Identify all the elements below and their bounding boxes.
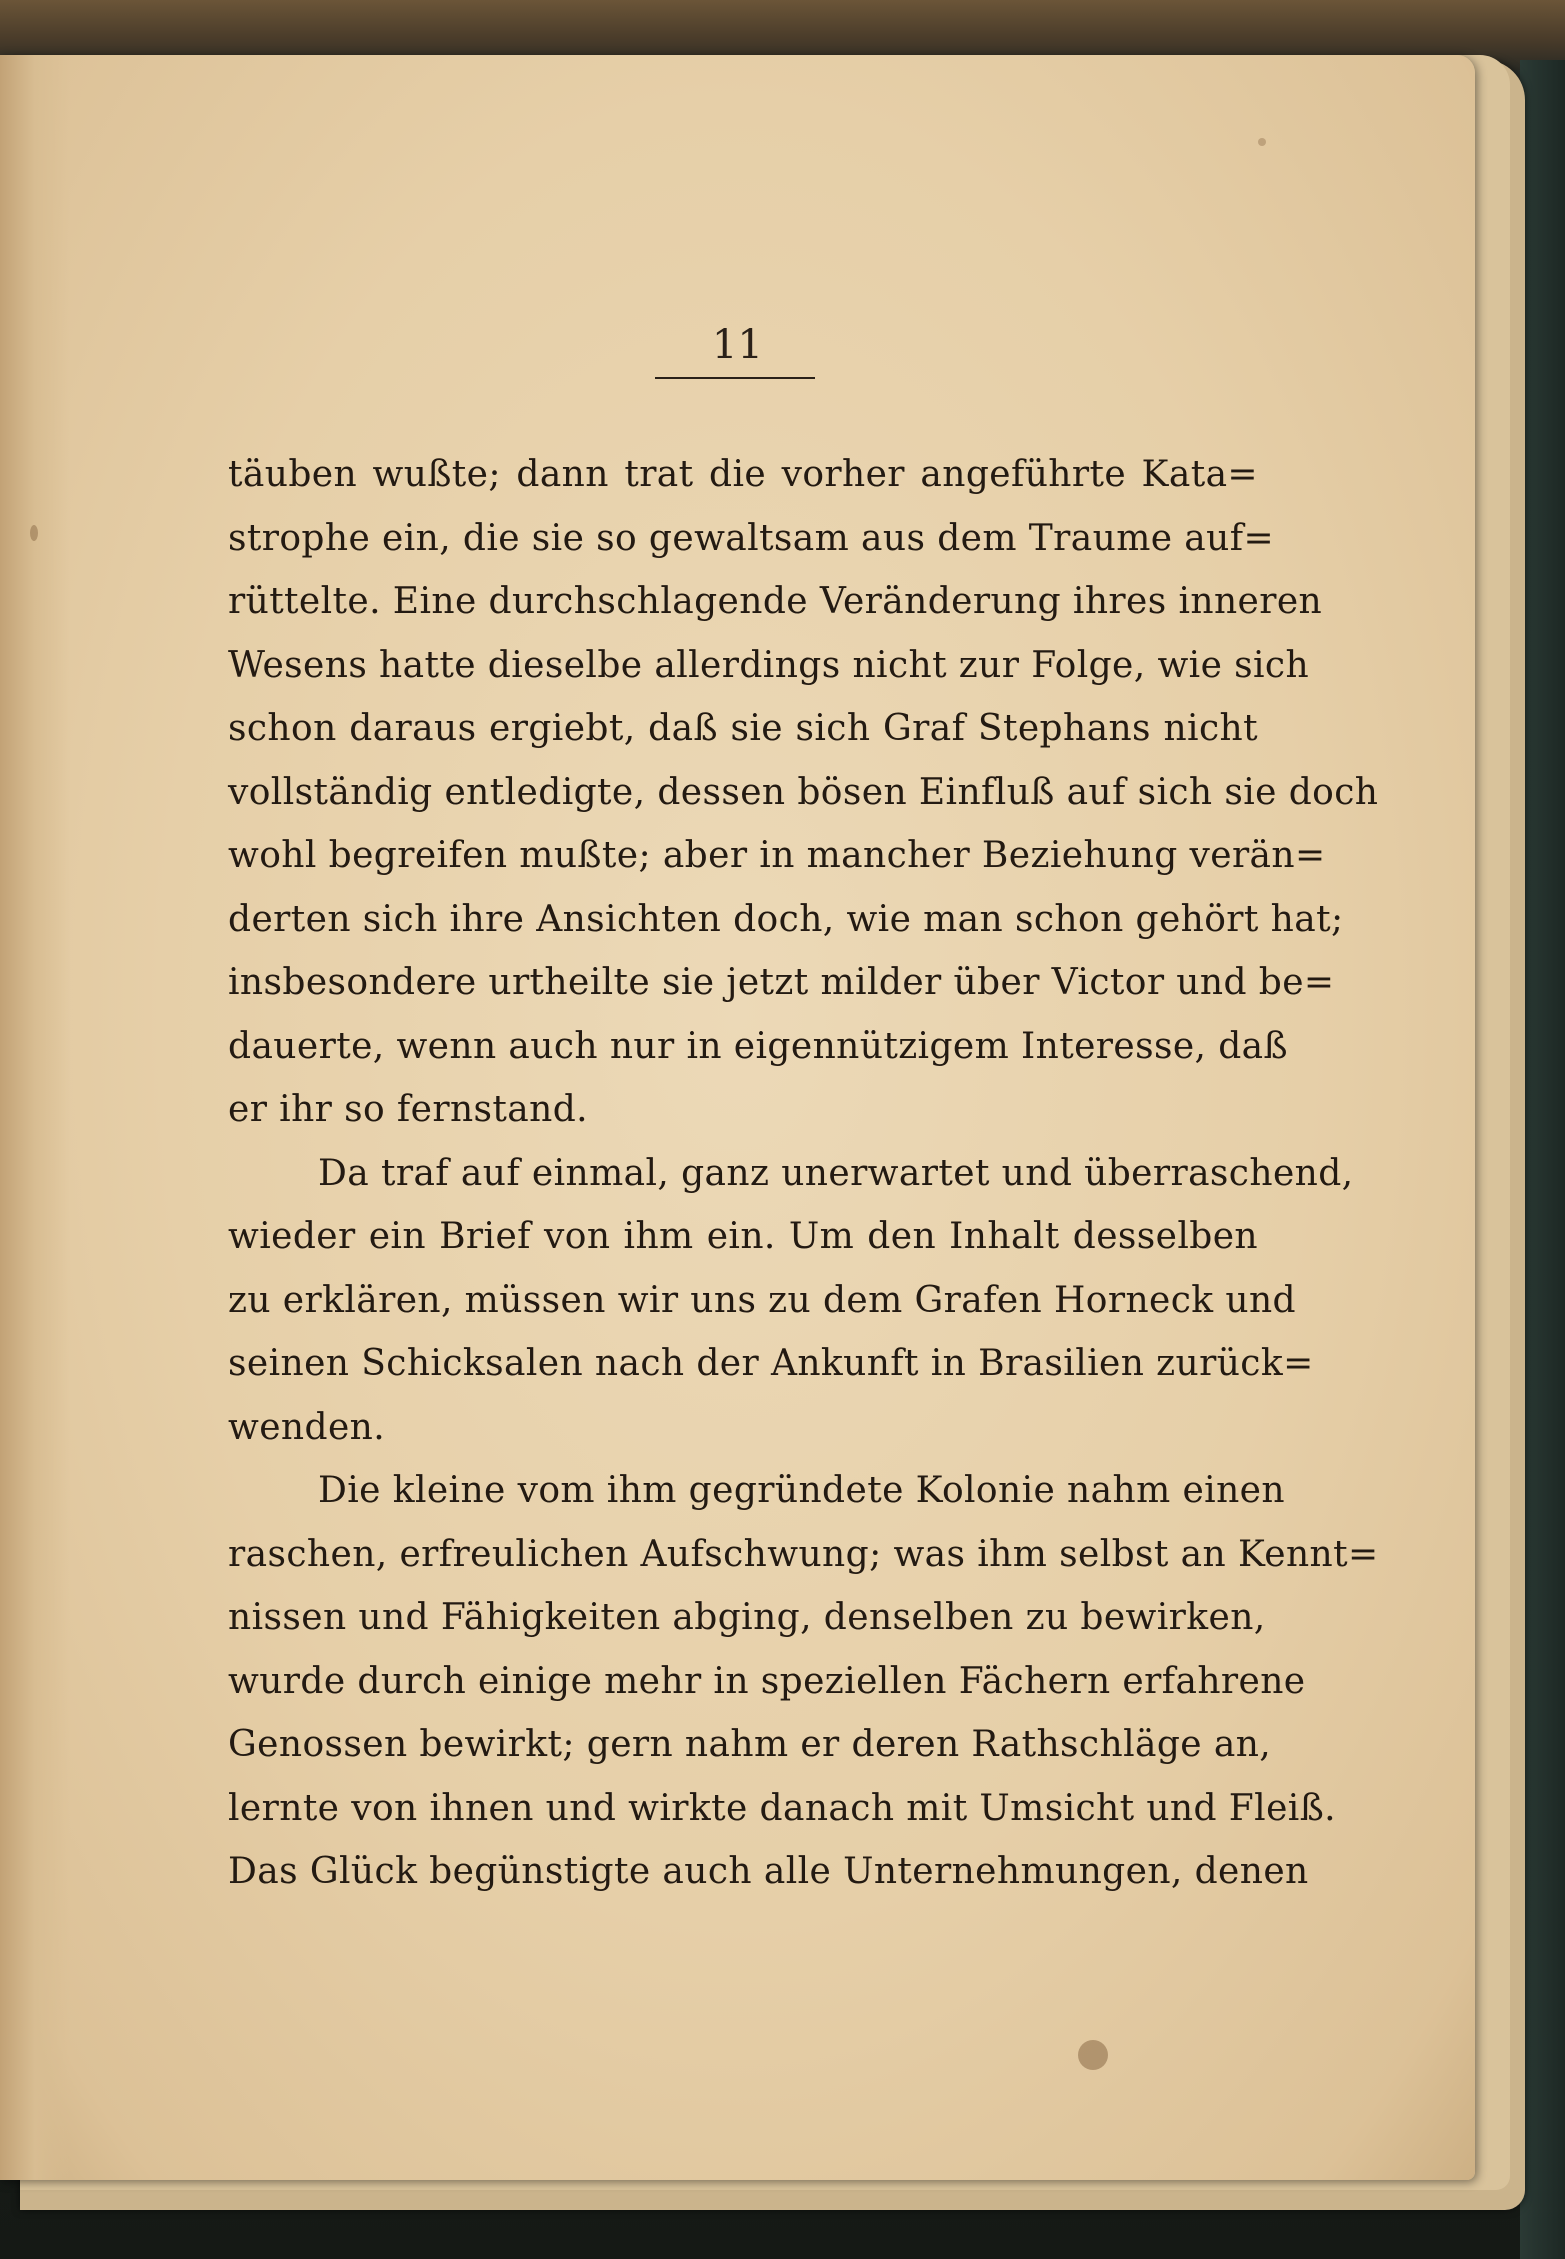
text-line: täuben wußte; dann trat die vorher angeführte Kata= <box>228 454 1258 495</box>
book-cover-edge <box>1520 60 1565 2259</box>
text-line: wenden. <box>228 1406 386 1448</box>
text-line: Die kleine vom ihm gegründete Kolonie nahm einen <box>318 1470 1285 1511</box>
foxing-stain <box>1258 138 1266 146</box>
text-line: vollständig entledigte, dessen bösen Einfluß auf sich sie doch <box>228 771 1379 813</box>
text-line: wurde durch einige mehr in speziellen Fächern erfahrene <box>228 1660 1306 1702</box>
text-line: Da traf auf einmal, ganz unerwartet und überraschend, <box>318 1152 1354 1194</box>
text-line: derten sich ihre Ansichten doch, wie man schon gehört hat; <box>228 898 1344 940</box>
text-line: raschen, erfreulichen Aufschwung; was ihm selbst an Kennt= <box>228 1533 1379 1575</box>
text-line: Genossen bewirkt; gern nahm er deren Rathschläge an, <box>228 1724 1272 1765</box>
text-line: schon daraus ergiebt, daß sie sich Graf Stephans nicht <box>228 708 1258 749</box>
page-number: 11 <box>712 322 763 368</box>
text-line: strophe ein, die sie so gewaltsam aus dem Traume auf= <box>228 517 1275 559</box>
foxing-stain <box>1078 2040 1108 2070</box>
paragraph <box>228 1142 1354 1460</box>
text-line: wieder ein Brief von ihm ein. Um den Inhalt desselben <box>228 1216 1258 1257</box>
text-line: zu erklären, müssen wir uns zu dem Grafen Horneck und <box>228 1279 1296 1321</box>
page-number-rule <box>655 377 815 379</box>
text-line: nissen und Fähigkeiten abging, denselben zu bewirken, <box>228 1597 1266 1638</box>
paragraph <box>228 1459 1379 1904</box>
text-line: insbesondere urtheilte sie jetzt milder über Victor und be= <box>228 962 1335 1003</box>
paragraph <box>228 443 1379 1142</box>
text-line: seinen Schicksalen nach der Ankunft in Brasilien zurück= <box>228 1343 1314 1384</box>
text-line: Wesens hatte dieselbe allerdings nicht zur Folge, wie sich <box>228 644 1310 686</box>
text-line: lernte von ihnen und wirkte danach mit Umsicht und Fleiß. <box>228 1787 1337 1829</box>
foxing-stain <box>30 525 38 541</box>
text-line: er ihr so fernstand. <box>228 1089 589 1130</box>
text-line: dauerte, wenn auch nur in eigennützigem Interesse, daß <box>228 1025 1288 1067</box>
text-line: rüttelte. Eine durchschlagende Veränderung ihres inneren <box>228 581 1323 622</box>
body-text <box>228 443 1379 1904</box>
text-line: wohl begreifen mußte; aber in mancher Beziehung verän= <box>228 835 1326 876</box>
text-line: Das Glück begünstigte auch alle Unternehmungen, denen <box>228 1851 1309 1892</box>
page-gutter <box>0 55 70 2180</box>
